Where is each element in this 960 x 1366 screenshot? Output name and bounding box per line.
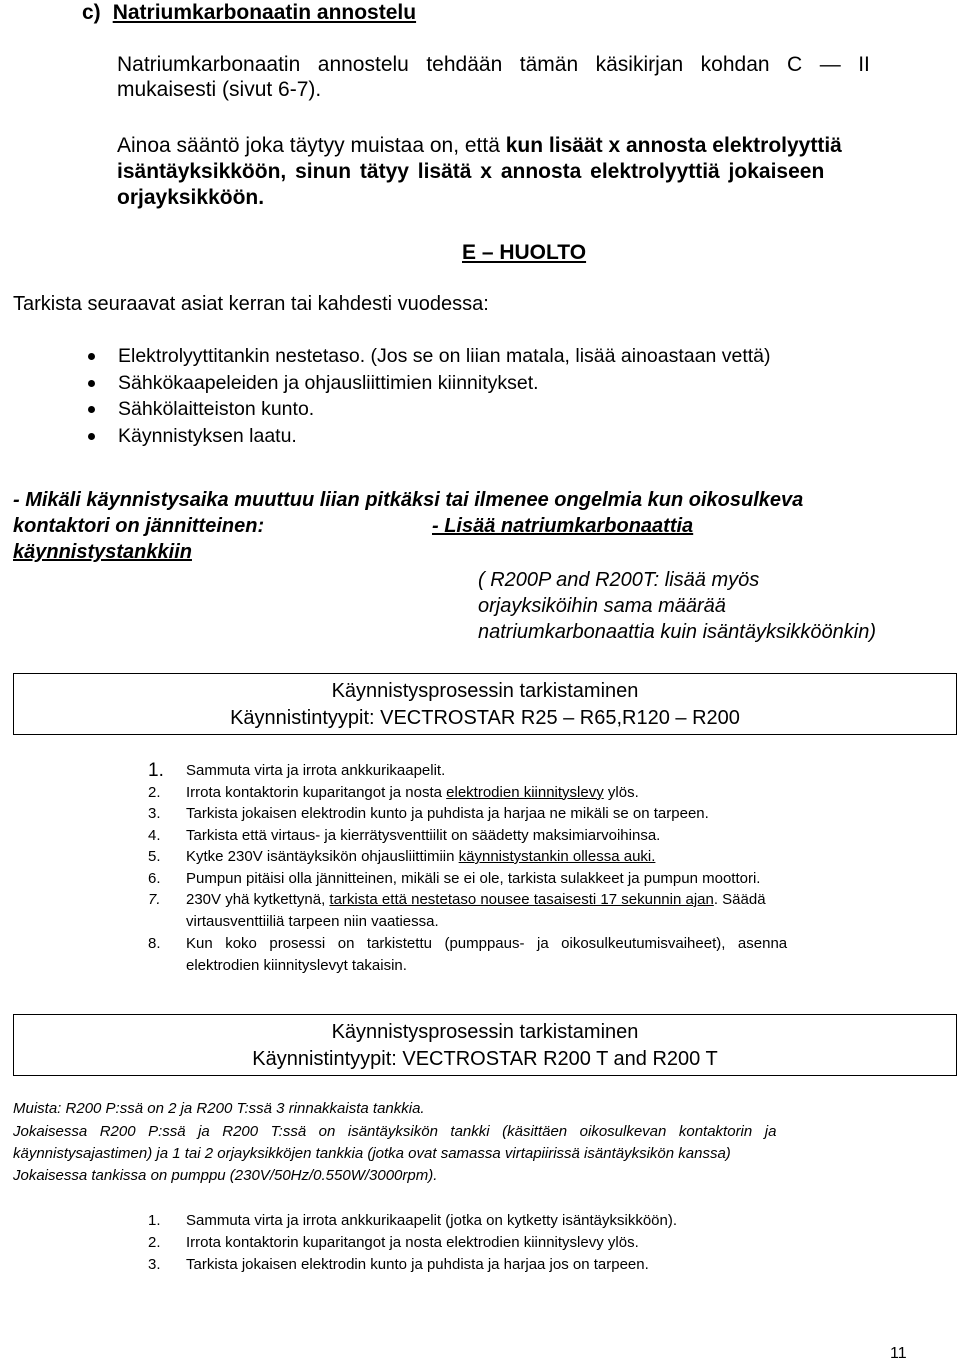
note-line-3: käynnistysajastimen) ja 1 tai 2 orjayksikköjen tankkia (jotka ovat samassa virtapiirissä isäntäyksikön kanssa) (13, 1145, 731, 1162)
step-text (186, 933, 787, 955)
step-text-run: Pumpun pitäisi olla jännitteinen, mikäli se ei ole, tarkista sulakkeet ja pumpun moottori. (186, 869, 761, 887)
step-number: 3. (148, 805, 161, 822)
step-number: 8. (148, 935, 161, 952)
step-text-run: 230V yhä kytkettynä, (186, 891, 330, 908)
step-text (186, 889, 766, 911)
list-item-text: Sähkölaitteiston kunto. (118, 398, 315, 420)
step-text: Sammuta virta ja irrota ankkurikaapelit (jotka on kytketty isäntäyksikköön). (186, 1212, 678, 1229)
startup-note-line-1: - Mikäli käynnistysaika muuttuu liian pitkäksi tai ilmenee ongelmia kun oikosulkeva (13, 489, 804, 511)
step-number: 3. (148, 1256, 161, 1273)
step-text-run: ylös. (603, 783, 639, 801)
step-number: 1. (148, 760, 164, 781)
underlined-text: käynnistystankin ollessa auki. (458, 848, 656, 865)
bullet-icon (88, 353, 95, 360)
startup-subnote-line-3: natriumkarbonaattia kuin isäntäyksikköönkin) (478, 621, 876, 643)
underlined-text: tarkista että nestetaso nousee tasaisesti 17 sekunnin ajan (329, 891, 714, 908)
underlined-text: elektrodien kiinnityslevy (446, 783, 604, 801)
startup-note-action: - Lisää natriumkarbonaattia (432, 515, 694, 537)
startup-note-line-2-left: kontaktori on jännitteinen: (13, 515, 265, 537)
step-text-run: Kun koko prosessi on tarkistettu (pumppaus- ja oikosulkeutumisvaiheet), asenna (186, 935, 788, 952)
step-text: Tarkista jokaisen elektrodin kunto ja puhdista ja harjaa jos on tarpeen. (186, 1256, 649, 1273)
list-item-text: Elektrolyyttitankin nestetaso. (Jos se on liian matala, lisää ainoastaan vettä) (118, 345, 771, 367)
step-text (186, 825, 660, 847)
step-number: 2. (148, 1234, 161, 1251)
step-text (186, 803, 709, 825)
step-text-run: Irrota kontaktorin kuparitangot ja nosta (186, 783, 447, 801)
step-number: 2. (148, 783, 161, 801)
step-number: 7. (148, 891, 161, 908)
step-text-continued: virtausventtiiliä tarpeen niin vaatiessa. (186, 913, 439, 930)
startup-subnote-line-1: ( R200P and R200T: lisää myös (478, 569, 760, 591)
step-text (186, 868, 760, 890)
step-text: Irrota kontaktorin kuparitangot ja nosta elektrodien kiinnityslevy ylös. (186, 1234, 639, 1251)
startup-subnote-line-2: orjayksiköihin sama määrää (478, 595, 726, 617)
note-line-2: Jokaisessa R200 P:ssä ja R200 T:ssä on isäntäyksikön tankki (käsittäen oikosulkevan kontaktorin ja (13, 1123, 777, 1140)
step-text-run: Sammuta virta ja irrota ankkurikaapelit. (186, 762, 446, 779)
check-intro: Tarkista seuraavat asiat kerran tai kahdesti vuodessa: (13, 293, 489, 315)
rule-bold: kun lisäät x annosta elektrolyyttiä (505, 134, 842, 157)
paragraph-1-line-1: Natriumkarbonaatin annostelu tehdään tämän käsikirjan kohdan C — II (117, 53, 870, 76)
paragraph-2-line-2: isäntäyksikköön, sinun tätyy lisätä x annosta elektrolyyttiä jokaiseen (117, 160, 825, 183)
step-number: 4. (148, 826, 161, 844)
note-line-1: Muista: R200 P:ssä on 2 ja R200 T:ssä 3 rinnakkaista tankkia. (13, 1100, 425, 1117)
box-2-subtitle: Käynnistintyypit: VECTROSTAR R200 T and R200 T (252, 1048, 718, 1070)
bullet-icon (88, 433, 95, 440)
section-letter: c) (82, 1, 101, 24)
bullet-icon (88, 406, 95, 413)
paragraph-2-line-1 (117, 133, 842, 159)
service-heading: E – HUOLTO (462, 241, 587, 264)
step-text (186, 782, 639, 804)
section-title: Natriumkarbonaatin annostelu (112, 1, 417, 24)
paragraph-1-line-2: mukaisesti (sivut 6-7). (117, 78, 322, 101)
step-number: 1. (148, 1212, 161, 1229)
rule-intro: Ainoa sääntö joka täytyy muistaa on, että (117, 134, 506, 157)
note-line-4: Jokaisessa tankissa on pumppu (230V/50Hz/0.550W/3000rpm). (13, 1167, 438, 1184)
step-text-run: . Säädä (713, 891, 766, 908)
step-text-run: Kytke 230V isäntäyksikön ohjausliittimiin (186, 848, 459, 865)
box-2-title: Käynnistysprosessin tarkistaminen (331, 1021, 639, 1043)
step-text (186, 760, 445, 782)
step-text-run: Tarkista että virtaus- ja kierrätysventtiilit on säädetty maksimiarvoihinsa. (186, 826, 661, 844)
startup-note-line-3: käynnistystankkiin (13, 541, 192, 563)
box-1-title: Käynnistysprosessin tarkistaminen (331, 680, 639, 702)
page-number: 11 (890, 1345, 907, 1362)
step-text (186, 846, 655, 868)
step-number: 5. (148, 848, 161, 865)
step-text-continued: elektrodien kiinnityslevyt takaisin. (186, 957, 407, 974)
list-item-text: Sähkökaapeleiden ja ohjausliittimien kiinnitykset. (118, 371, 539, 394)
bullet-icon (88, 380, 95, 387)
box-1-subtitle: Käynnistintyypit: VECTROSTAR R25 – R65,R120 – R200 (230, 707, 740, 729)
step-text-run: Tarkista jokaisen elektrodin kunto ja puhdista ja harjaa ne mikäli se on tarpeen. (186, 805, 709, 822)
paragraph-2-line-3: orjayksikköön. (117, 186, 265, 209)
startup-check-box-1 (13, 673, 957, 735)
startup-check-box-2 (13, 1014, 957, 1076)
step-number: 6. (148, 869, 161, 887)
section-heading (82, 0, 416, 26)
list-item-text: Käynnistyksen laatu. (118, 424, 297, 447)
